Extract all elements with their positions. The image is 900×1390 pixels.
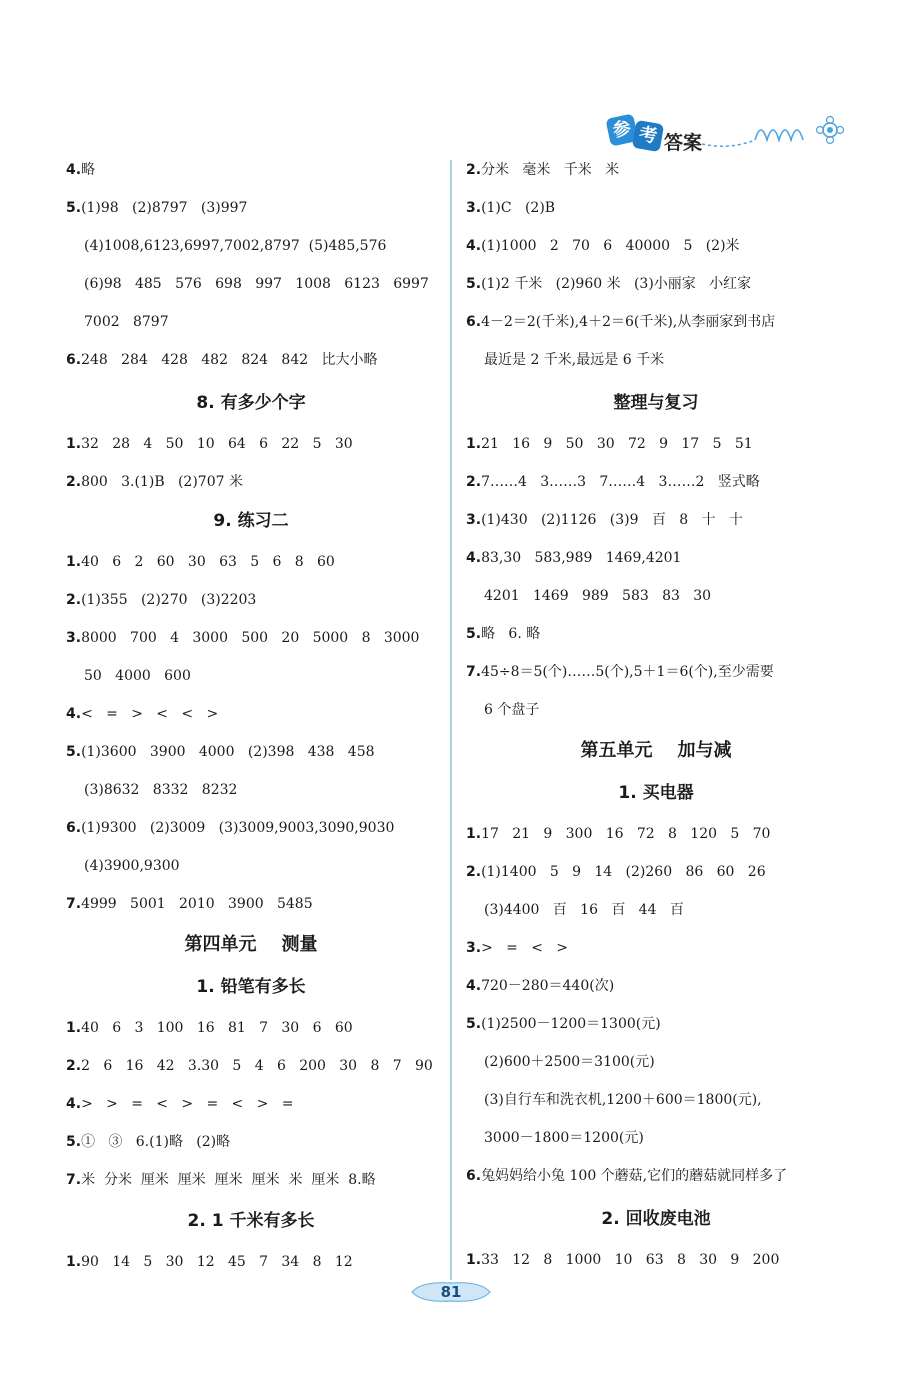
question-number: 2. bbox=[66, 474, 82, 490]
answer-text: (1)9300 (2)3009 (3)3009,9003,3090,9030 bbox=[81, 820, 395, 836]
answer-line bbox=[466, 472, 760, 492]
answer-line bbox=[466, 510, 743, 530]
answer-line bbox=[66, 472, 243, 492]
answer-text: (1)1400 5 9 14 (2)260 86 60 26 bbox=[481, 864, 766, 880]
answer-text: 略 bbox=[81, 162, 96, 178]
answer-text: 兔妈妈给小兔 100 个蘑菇,它们的蘑菇就同样多了 bbox=[481, 1168, 788, 1184]
answer-text: 83,30 583,989 1469,4201 bbox=[481, 550, 682, 566]
question-number: 1. bbox=[466, 1252, 482, 1268]
section-heading: 8. 有多少个字 bbox=[196, 393, 306, 413]
section-heading: 整理与复习 bbox=[613, 393, 699, 413]
question-number: 5. bbox=[66, 1134, 82, 1150]
question-number: 5. bbox=[466, 1016, 482, 1032]
header-word: 答案 bbox=[664, 132, 703, 154]
answer-continuation: 4201 1469 989 583 83 30 bbox=[484, 588, 712, 604]
answer-text: 4－2＝2(千米),4＋2＝6(千米),从李丽家到书店 bbox=[481, 314, 776, 330]
answer-line bbox=[66, 1094, 293, 1114]
answer-line bbox=[466, 274, 751, 294]
page-number: 81 bbox=[440, 1283, 462, 1301]
answer-line bbox=[66, 552, 335, 572]
answer-text: 21 16 9 50 30 72 9 17 5 51 bbox=[481, 436, 753, 452]
question-number: 1. bbox=[66, 1254, 82, 1270]
answer-text: 17 21 9 300 16 72 8 120 5 70 bbox=[481, 826, 771, 842]
answer-line bbox=[466, 1250, 779, 1270]
answer-line bbox=[66, 160, 95, 180]
answer-line bbox=[66, 818, 394, 838]
answer-line bbox=[66, 1132, 230, 1152]
answer-continuation: (3)4400 百 16 百 44 百 bbox=[484, 902, 684, 918]
question-number: 4. bbox=[466, 550, 482, 566]
answer-line bbox=[466, 312, 775, 332]
section-heading: 1. 买电器 bbox=[618, 783, 694, 803]
question-number: 5. bbox=[466, 276, 482, 292]
answer-text: > > = < > = < > = bbox=[81, 1096, 294, 1112]
question-number: 7. bbox=[66, 1172, 82, 1188]
question-number: 2. bbox=[66, 1058, 82, 1074]
answer-text: 分米 毫米 千米 米 bbox=[481, 162, 620, 178]
question-number: 7. bbox=[466, 664, 482, 680]
question-number: 2. bbox=[466, 162, 482, 178]
question-number: 4. bbox=[466, 238, 482, 254]
answer-text: 米 分米 厘米 厘米 厘米 厘米 米 厘米 8.略 bbox=[81, 1172, 376, 1188]
answer-line bbox=[466, 548, 681, 568]
question-number: 1. bbox=[66, 1020, 82, 1036]
answer-line bbox=[66, 894, 313, 914]
answer-text: 32 28 4 50 10 64 6 22 5 30 bbox=[81, 436, 353, 452]
answer-line bbox=[66, 350, 378, 370]
answer-line bbox=[466, 662, 774, 682]
answer-text: (1)C (2)B bbox=[481, 200, 556, 216]
answer-text: 45÷8＝5(个)……5(个),5＋1＝6(个),至少需要 bbox=[481, 664, 774, 680]
answer-line bbox=[66, 198, 247, 218]
answer-text: (1)430 (2)1126 (3)9 百 8 十 十 bbox=[481, 512, 743, 528]
column-divider bbox=[450, 160, 452, 1280]
answer-text: ① ③ 6.(1)略 (2)略 bbox=[81, 1134, 231, 1150]
answer-text: 略 6. 略 bbox=[481, 626, 541, 642]
answer-line bbox=[66, 1252, 353, 1272]
question-number: 4. bbox=[66, 1096, 82, 1112]
answer-line bbox=[66, 1018, 353, 1038]
answer-continuation: (4)3900,9300 bbox=[84, 858, 180, 874]
section-heading: 1. 铅笔有多长 bbox=[196, 977, 306, 997]
answer-text: 248 284 428 482 824 842 比大小略 bbox=[81, 352, 378, 368]
answer-text: 90 14 5 30 12 45 7 34 8 12 bbox=[81, 1254, 353, 1270]
question-number: 1. bbox=[66, 554, 82, 570]
answer-line bbox=[466, 160, 619, 180]
question-number: 4. bbox=[66, 162, 82, 178]
answer-text: 8000 700 4 3000 500 20 5000 8 3000 bbox=[81, 630, 420, 646]
question-number: 5. bbox=[66, 744, 82, 760]
answer-continuation: (3)自行车和洗衣机,1200＋600＝1800(元), bbox=[484, 1092, 762, 1108]
question-number: 4. bbox=[66, 706, 82, 722]
answer-text: 33 12 8 1000 10 63 8 30 9 200 bbox=[481, 1252, 780, 1268]
answer-text: (1)1000 2 70 6 40000 5 (2)米 bbox=[481, 238, 740, 254]
question-number: 1. bbox=[466, 436, 482, 452]
question-number: 3. bbox=[466, 512, 482, 528]
question-number: 2. bbox=[466, 864, 482, 880]
unit-title: 第五单元 加与减 bbox=[580, 740, 732, 761]
answer-line bbox=[466, 862, 766, 882]
header-badge-can: 参 bbox=[605, 113, 638, 146]
answer-line bbox=[466, 236, 740, 256]
answer-text: (1)355 (2)270 (3)2203 bbox=[81, 592, 257, 608]
answer-line bbox=[66, 590, 256, 610]
swirl-flower-decoration bbox=[700, 114, 850, 154]
question-number: 3. bbox=[466, 940, 482, 956]
answer-continuation: 50 4000 600 bbox=[84, 668, 191, 684]
answer-text: 720－280＝440(次) bbox=[481, 978, 615, 994]
header-badge-kao: 考 bbox=[632, 120, 664, 152]
question-number: 4. bbox=[466, 978, 482, 994]
page-number-badge bbox=[408, 1279, 494, 1305]
answer-text: 2 6 16 42 3.30 5 4 6 200 30 8 7 90 bbox=[81, 1058, 433, 1074]
answer-header bbox=[600, 112, 850, 158]
answer-text: > = < > bbox=[481, 940, 569, 956]
question-number: 6. bbox=[466, 314, 482, 330]
answer-line bbox=[66, 1170, 376, 1190]
answer-line bbox=[66, 1056, 433, 1076]
question-number: 2. bbox=[466, 474, 482, 490]
answer-line bbox=[466, 824, 770, 844]
answer-text: 4999 5001 2010 3900 5485 bbox=[81, 896, 313, 912]
answer-line bbox=[466, 624, 540, 644]
answer-line bbox=[66, 434, 353, 454]
section-heading: 9. 练习二 bbox=[213, 511, 289, 531]
answer-continuation: (3)8632 8332 8232 bbox=[84, 782, 238, 798]
answer-text: (1)98 (2)8797 (3)997 bbox=[81, 200, 248, 216]
answer-text: 7……4 3……3 7……4 3……2 竖式略 bbox=[481, 474, 760, 490]
answer-continuation: 6 个盘子 bbox=[484, 702, 540, 718]
answer-text: 40 6 3 100 16 81 7 30 6 60 bbox=[81, 1020, 353, 1036]
question-number: 5. bbox=[66, 200, 82, 216]
answer-continuation: 最近是 2 千米,最远是 6 千米 bbox=[484, 352, 665, 368]
question-number: 6. bbox=[466, 1168, 482, 1184]
answer-text: (1)3600 3900 4000 (2)398 438 458 bbox=[81, 744, 375, 760]
question-number: 5. bbox=[466, 626, 482, 642]
answer-line bbox=[466, 434, 753, 454]
section-heading: 2. 回收废电池 bbox=[601, 1209, 711, 1229]
question-number: 6. bbox=[66, 352, 82, 368]
answer-continuation: (2)600＋2500＝3100(元) bbox=[484, 1054, 655, 1070]
answer-continuation: (4)1008,6123,6997,7002,8797 (5)485,576 bbox=[84, 238, 387, 254]
answer-text: 800 3.(1)B (2)707 米 bbox=[81, 474, 243, 490]
answer-continuation: 7002 8797 bbox=[84, 314, 169, 330]
answer-line bbox=[466, 1166, 787, 1186]
answer-line bbox=[466, 1014, 661, 1034]
question-number: 3. bbox=[66, 630, 82, 646]
answer-line bbox=[466, 976, 614, 996]
answer-line bbox=[66, 742, 375, 762]
answer-continuation: 3000－1800＝1200(元) bbox=[484, 1130, 644, 1146]
section-heading: 2. 1 千米有多长 bbox=[187, 1211, 315, 1231]
unit-title: 第四单元 测量 bbox=[184, 934, 318, 955]
answer-text: 40 6 2 60 30 63 5 6 8 60 bbox=[81, 554, 335, 570]
question-number: 6. bbox=[66, 820, 82, 836]
question-number: 7. bbox=[66, 896, 82, 912]
answer-line bbox=[466, 198, 555, 218]
answer-line bbox=[66, 704, 218, 724]
question-number: 1. bbox=[466, 826, 482, 842]
answer-text: (1)2500－1200＝1300(元) bbox=[481, 1016, 661, 1032]
answer-text: (1)2 千米 (2)960 米 (3)小丽家 小红家 bbox=[481, 276, 752, 292]
question-number: 1. bbox=[66, 436, 82, 452]
question-number: 3. bbox=[466, 200, 482, 216]
answer-continuation: (6)98 485 576 698 997 1008 6123 6997 bbox=[84, 276, 429, 292]
answer-text: < = > < < > bbox=[81, 706, 219, 722]
question-number: 2. bbox=[66, 592, 82, 608]
answer-line bbox=[66, 628, 419, 648]
answer-line bbox=[466, 938, 568, 958]
